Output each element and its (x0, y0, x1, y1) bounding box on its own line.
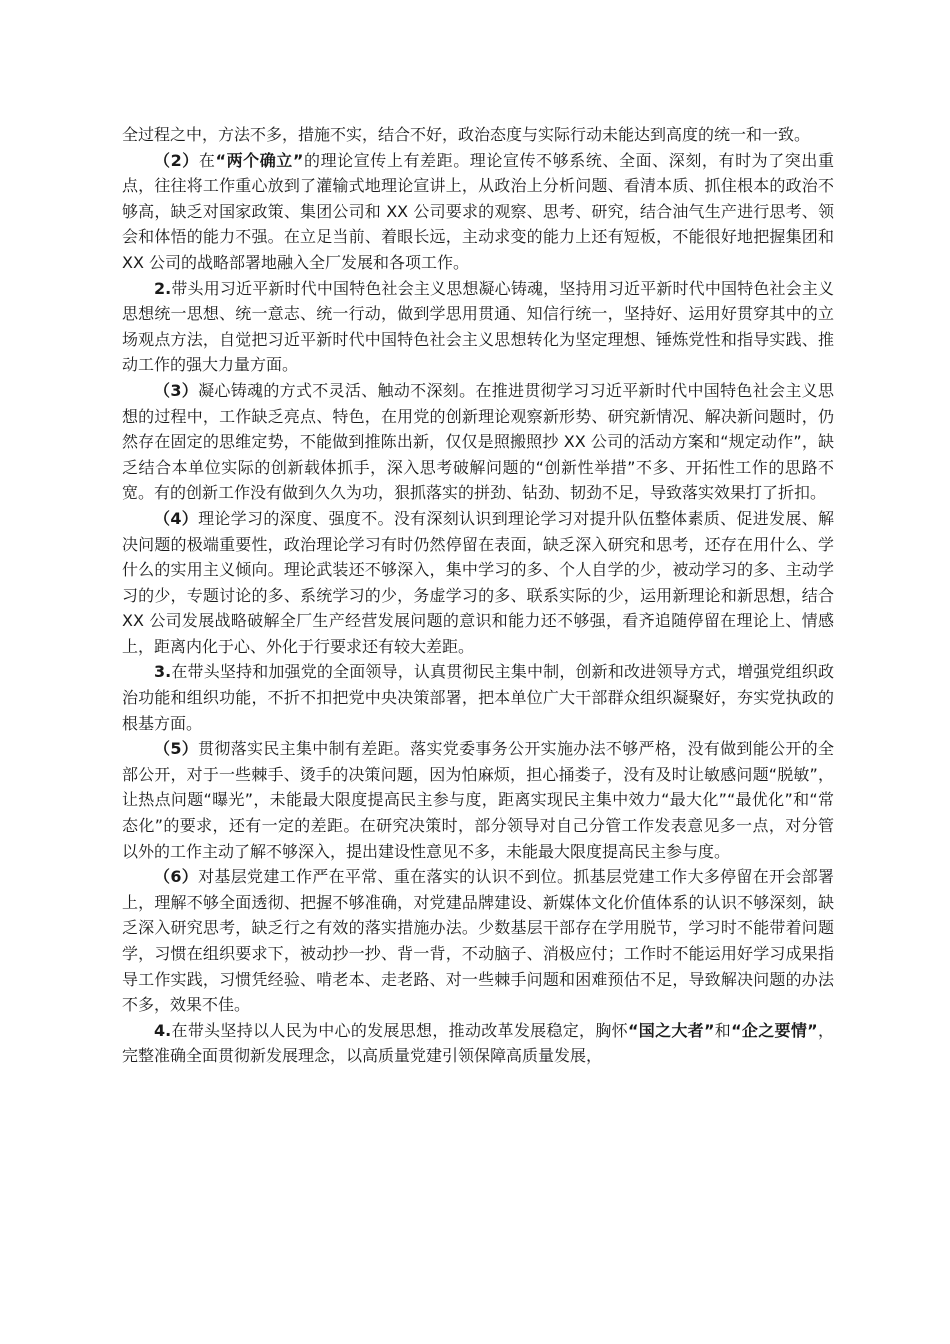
section-number: 3. (154, 662, 172, 682)
quoted-term: “国之大者” (627, 1020, 715, 1040)
paragraph-continuation (122, 122, 834, 148)
section-heading-3 (122, 659, 834, 736)
paragraph-item-4 (122, 506, 834, 660)
section-number: 2. (154, 278, 172, 298)
quoted-term: “两个确立” (215, 150, 304, 170)
item-number: （4） (154, 508, 199, 528)
paragraph-text: 对基层党建工作严在平常、重在落实的认识不到位。抓基层党建工作大多停留在开会部署上，理解不够全面透彻、把握不够准确，对党建品牌建设、新媒体文化价值体系的认识不够深刻，缺乏深入研究思考，缺乏行之有效的落实措施办法。少数基层干部存在学用脱节，学习时不能带着问题学，习惯在组织要求下，被动抄一抄、背一背，不动脑子、消极应付；工作时不能运用好学习成果指导工作实践，习惯凭经验、啃老本、走老路、对一些棘手问题和困难预估不足，导致解决问题的办法不多，效果不佳。 (122, 867, 834, 1015)
item-number: （6） (154, 867, 199, 887)
paragraph-text: 理论学习的深度、强度不。没有深刻认识到理论学习对提升队伍整体素质、促进发展、解决问题的极端重要性，政治理论学习有时仍然停留在表面，缺乏深入研究和思考，还存在用什么、学什么的实用主义倾向。理论武装还不够深入，集中学习的多、个人自学的少，被动学习的多、主动学习的少，专题讨论的多、系统学习的少，务虚学习的多、联系实际的少，运用新理论和新思想，结合 XX 公司发展战略破解全厂生产经营发展问题的意识和能力还不够强，看齐追随停留在理论上、情感上，距离内化于心、外化于行要求还有较大差距。 (122, 508, 834, 656)
paragraph-item-2 (122, 148, 834, 276)
paragraph-text: 贯彻落实民主集中制有差距。落实党委事务公开实施办法不够严格，没有做到能公开的全部公开，对于一些棘手、烫手的决策问题，因为怕麻烦，担心捅娄子，没有及时让敏感问题“脱敏”，让热点问题“曝光”，未能最大限度提高民主参与度，距离实现民主集中效力“最大化”“最优化”和“常态化”的要求，还有一定的差距。在研究决策时，部分领导对自己分管工作发表意见多一点，对分管以外的工作主动了解不够深入，提出建设性意见不多，未能最大限度提高民主参与度。 (122, 739, 834, 861)
document-page (122, 122, 834, 1069)
item-number: （2） (154, 150, 199, 170)
paragraph-text: ，完整准确全面贯彻新发展理念，以高质量党建引领保障高质量发展， (122, 1020, 834, 1066)
quoted-term: “企之要情” (731, 1020, 818, 1040)
item-number: （5） (154, 739, 199, 759)
paragraph-lead: 在带头坚持以人民为中心的发展思想，推动改革发展稳定，胸怀 (171, 1020, 628, 1040)
paragraph-item-5 (122, 736, 834, 864)
paragraph-item-3 (122, 378, 834, 506)
section-number: 4. (154, 1020, 172, 1040)
paragraph-mid: 和 (714, 1020, 732, 1040)
paragraph-text: 凝心铸魂的方式不灵活、触动不深刻。在推进贯彻学习习近平新时代中国特色社会主义思想的过程中，工作缺乏亮点、特色，在用党的创新理论观察新形势、研究新情况、解决新问题时，仍然存在固定的思维定势，不能做到推陈出新，仅仅是照搬照抄 XX 公司的活动方案和“规定动作”，缺乏结合本单位实际的创新载体抓手，深入思考破解问题的“创新性举措”不多、开拓性工作的思路不宽。有的创新工作没有做到久久为功，狠抓落实的拼劲、钻劲、韧劲不足，导致落实效果打了折扣。 (122, 380, 834, 503)
paragraph-text: 全过程之中，方法不多，措施不实，结合不好，政治态度与实际行动未能达到高度的统一和一致。 (122, 125, 811, 144)
section-heading-2 (122, 276, 834, 378)
paragraph-lead: 在 (198, 150, 216, 170)
section-heading-4 (122, 1018, 834, 1069)
paragraph-text: 的理论宣传上有差距。理论宣传不够系统、全面、深刻，有时为了突出重点，往往将工作重心放到了灌输式地理论宣讲上，从政治上分析问题、看清本质、抓住根本的政治不够高，缺乏对国家政策、集团公司和 XX 公司要求的观察、思考、研究，结合油气生产进行思考、领会和体悟的能力不强。在立足当前、着眼长远，主动求变的能力上还有短板，不能很好地把握集团和 XX 公司的战略部署地融入全厂发展和各项工作。 (122, 150, 834, 272)
paragraph-item-6 (122, 864, 834, 1018)
item-number: （3） (154, 380, 199, 400)
paragraph-text: 带头用习近平新时代中国特色社会主义思想凝心铸魂，坚持用习近平新时代中国特色社会主义思想统一思想、统一意志、统一行动，做到学思用贯通、知信行统一，坚持好、运用好贯穿其中的立场观点方法，自觉把习近平新时代中国特色社会主义思想转化为坚定理想、锤炼党性和指导实践、推动工作的强大力量方面。 (122, 278, 834, 375)
paragraph-text: 在带头坚持和加强党的全面领导，认真贯彻民主集中制，创新和改进领导方式，增强党组织政治功能和组织功能，不折不扣把党中央决策部署，把本单位广大干部群众组织凝聚好，夯实党执政的根基方面。 (122, 662, 834, 733)
